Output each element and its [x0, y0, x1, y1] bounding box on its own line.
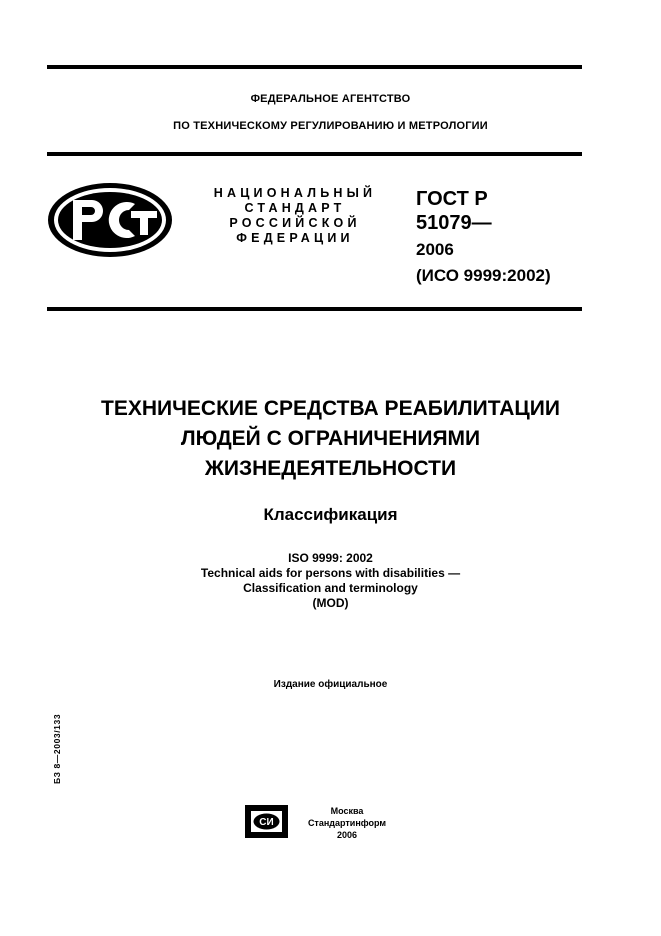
iso-line-4: (MOD)	[312, 596, 349, 610]
header-rule	[47, 152, 582, 156]
publisher-year: 2006	[336, 830, 358, 840]
iso-line-2: Technical aids for persons with disabilities —	[200, 566, 461, 580]
side-code: БЗ 8—2003/133	[52, 713, 62, 784]
national-line-2: СТАНДАРТ	[244, 201, 346, 215]
top-rule	[47, 65, 582, 69]
standartinform-logo-icon	[245, 805, 288, 838]
title-line-1: ТЕХНИЧЕСКИЕ СРЕДСТВА РЕАБИЛИТАЦИИ	[101, 397, 560, 420]
edition-label: Издание официальное	[273, 679, 388, 690]
svg-text:СИ: СИ	[259, 817, 274, 828]
title-line-3: ЖИЗНЕДЕЯТЕЛЬНОСТИ	[204, 457, 457, 480]
designation-line-4: (ИСО 9999:2002)	[416, 266, 551, 285]
publisher-name: Стандартинформ	[307, 818, 387, 828]
national-line-4: ФЕДЕРАЦИИ	[236, 231, 354, 245]
agency-line-1: ФЕДЕРАЛЬНОЕ АГЕНТСТВО	[250, 93, 411, 105]
national-line-3: РОССИЙСКОЙ	[229, 216, 361, 230]
designation-line-2: 51079—	[416, 212, 492, 234]
designation-line-3: 2006	[416, 240, 454, 259]
agency-line-2: ПО ТЕХНИЧЕСКОМУ РЕГУЛИРОВАНИЮ И МЕТРОЛОГИИ	[173, 120, 488, 132]
gost-r-logo-icon	[45, 180, 175, 260]
iso-line-3: Classification and terminology	[243, 581, 418, 595]
designation-line-1: ГОСТ Р	[416, 188, 488, 210]
title-line-2: ЛЮДЕЙ С ОГРАНИЧЕНИЯМИ	[180, 427, 481, 450]
national-line-1: НАЦИОНАЛЬНЫЙ	[213, 186, 377, 200]
iso-line-1: ISO 9999: 2002	[288, 551, 373, 565]
publisher-city: Москва	[330, 806, 364, 816]
subtitle: Классификация	[263, 505, 398, 524]
block-rule	[47, 307, 582, 311]
